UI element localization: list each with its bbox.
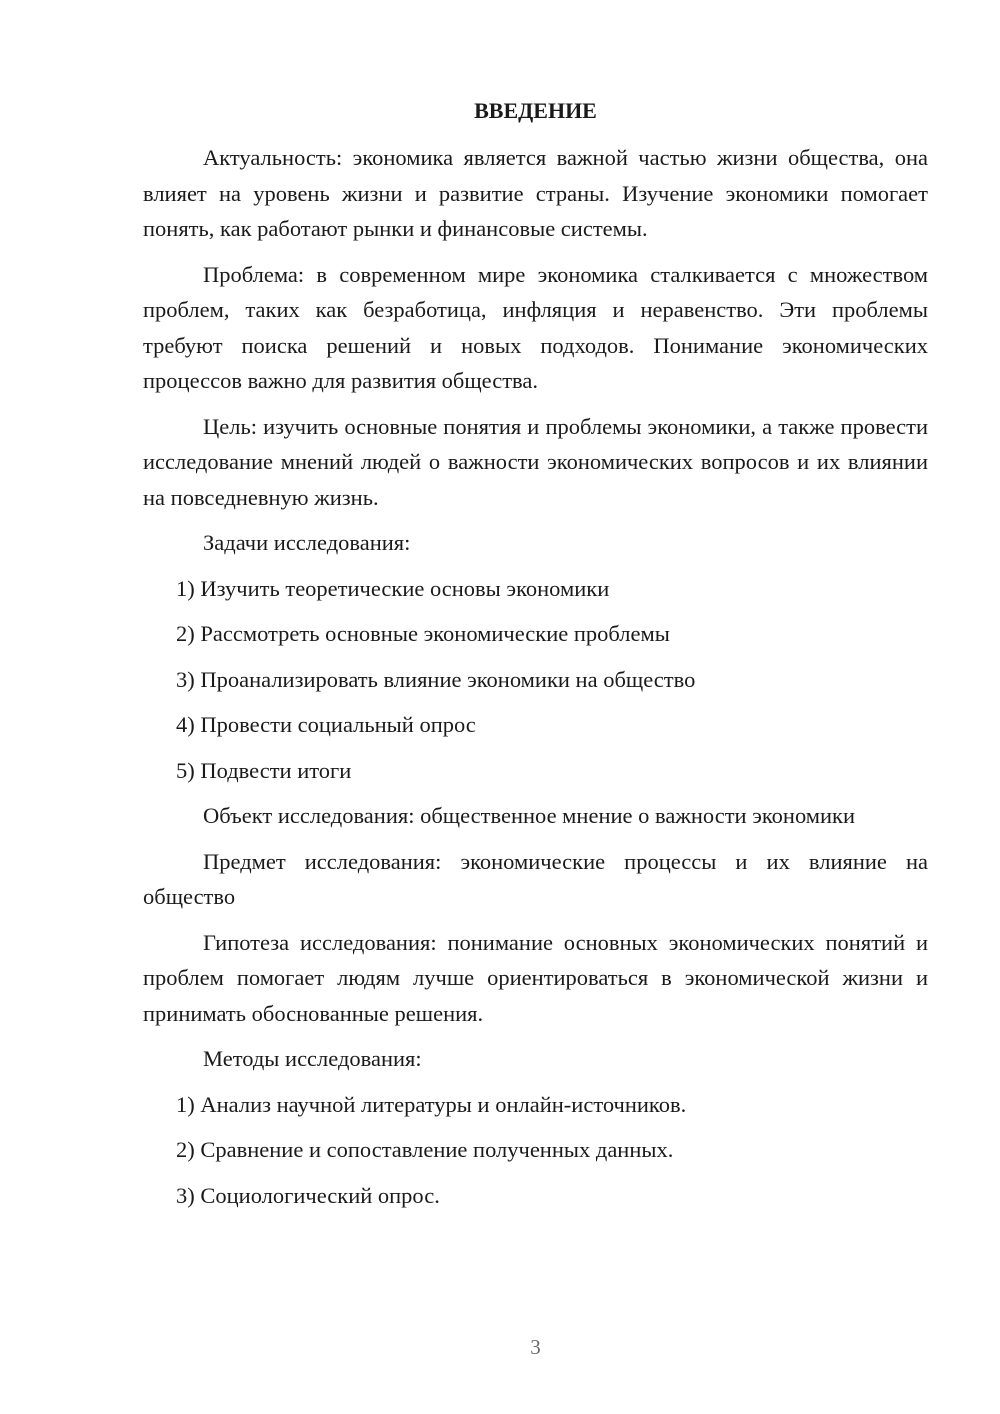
list-item: 3) Проанализировать влияние экономики на общество bbox=[176, 666, 696, 692]
document-page bbox=[143, 0, 928, 1414]
page-number: 3 bbox=[530, 1335, 541, 1359]
paragraph-subject: Предмет исследования: экономические процессы и их влияние на общество bbox=[143, 848, 928, 909]
list-item: 3) Социологический опрос. bbox=[176, 1182, 440, 1208]
list-item: 2) Рассмотреть основные экономические проблемы bbox=[176, 621, 670, 646]
list-item: 4) Провести социальный опрос bbox=[176, 712, 476, 737]
tasks-list bbox=[143, 571, 928, 789]
methods-heading: Методы исследования: bbox=[203, 1046, 422, 1071]
tasks-heading: Задачи исследования: bbox=[203, 530, 411, 555]
paragraph-relevance: Актуальность: экономика является важной частью жизни общества, она влияет на уровень жизни и развитие страны. Изучение экономики помогает понять, как работают рынки и финансовые системы. bbox=[143, 145, 928, 241]
methods-list bbox=[143, 1087, 928, 1214]
list-item: 5) Подвести итоги bbox=[176, 757, 352, 783]
paragraph-goal: Цель: изучить основные понятия и проблемы экономики, а также провести исследование мнений людей о важности экономических вопросов и их влиянии на повседневную жизнь. bbox=[143, 413, 928, 510]
list-item: 1) Изучить теоретические основы экономики bbox=[176, 575, 610, 601]
list-item: 1) Анализ научной литературы и онлайн-источников. bbox=[176, 1091, 687, 1117]
list-item: 2) Сравнение и сопоставление полученных данных. bbox=[176, 1137, 674, 1162]
paragraph-object: Объект исследования: общественное мнение о важности экономики bbox=[203, 803, 856, 828]
paragraph-hypothesis: Гипотеза исследования: понимание основных экономических понятий и проблем помогает людям лучше ориентироваться в экономической жизни и принимать обоснованные решения. bbox=[143, 929, 928, 1026]
document-body bbox=[143, 140, 928, 1223]
section-title: ВВЕДЕНИЕ bbox=[474, 98, 597, 123]
paragraph-problem: Проблема: в современном мире экономика сталкивается с множеством проблем, таких как безработица, инфляция и неравенство. Эти проблемы требуют поиска решений и новых подходов. Понимание экономических процессов важно для развития общества. bbox=[143, 261, 928, 393]
